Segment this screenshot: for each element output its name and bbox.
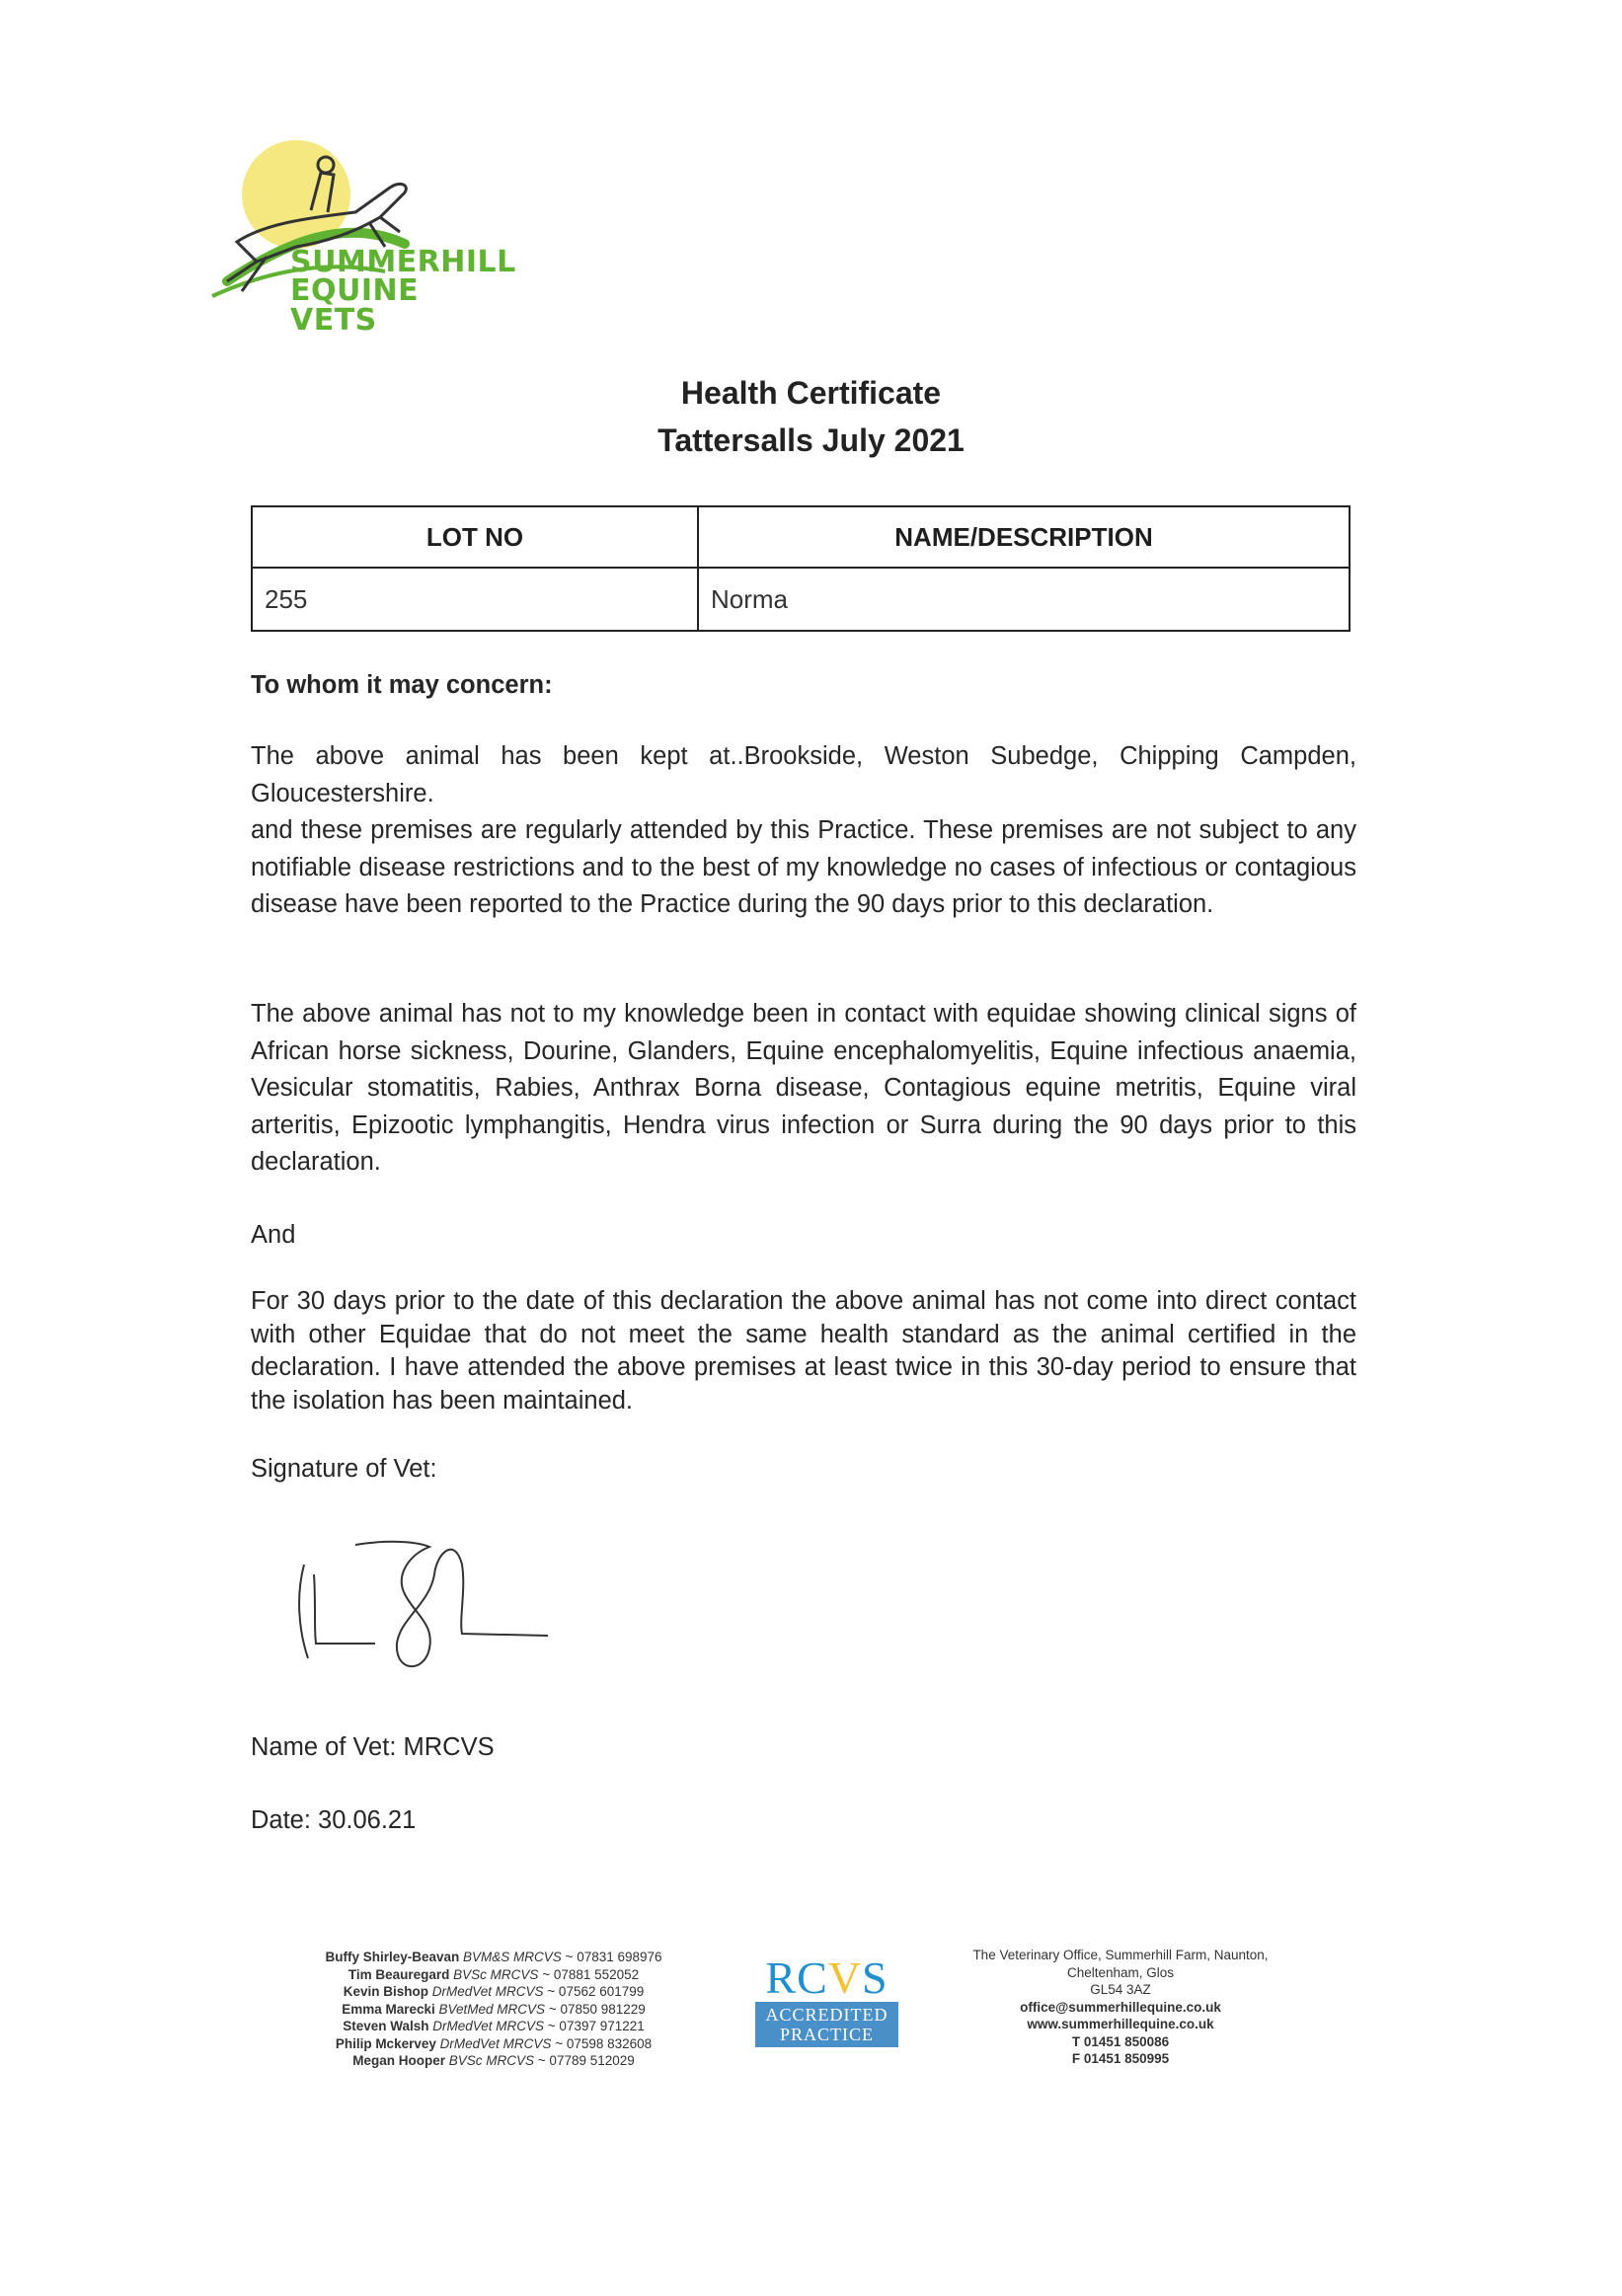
list-item: Philip Mckervey DrMedVet MRCVS ~ 07598 832608 <box>335 2035 653 2051</box>
lot-no-header: LOT NO <box>252 506 698 568</box>
isolation-paragraph: For 30 days prior to the date of this declaration the above animal has not come into direct contact with other Equidae that do not meet the same health standard as the animal certified in the declaration. I have attended the above premises at least twice in this 30-day period to ensure that the isolation has been maintained. <box>251 1287 1356 1415</box>
lot-table <box>251 505 1351 632</box>
summerhill-logo <box>207 133 516 338</box>
list-item: Emma Marecki BVetMed MRCVS ~ 07850 981229 <box>342 2001 646 2017</box>
table-row <box>252 568 1350 631</box>
document-title: Health Certificate <box>680 375 942 411</box>
logo-name-line1: SUMMERHILL <box>290 245 516 279</box>
rcvs-logo-text: RCVS <box>765 1952 888 2003</box>
certificate-date: Date: 30.06.21 <box>251 1806 417 1834</box>
lot-no-cell: 255 <box>252 568 698 631</box>
table-header-row <box>252 506 1350 568</box>
address-line2: Cheltenham, Glos <box>1066 1964 1175 1980</box>
rcvs-accredited-badge <box>755 1954 898 2047</box>
list-item: Tim Beauregard BVSc MRCVS ~ 07881 552052 <box>348 1966 640 1982</box>
list-item: Steven Walsh DrMedVet MRCVS ~ 07397 971221 <box>343 2019 645 2033</box>
and-text: And <box>251 1221 296 1249</box>
name-description-header: NAME/DESCRIPTION <box>698 506 1350 568</box>
document-subtitle: Tattersalls July 2021 <box>657 422 965 458</box>
address-line1: The Veterinary Office, Summerhill Farm, Naunton, <box>972 1948 1269 1962</box>
contact-fax: F 01451 850995 <box>1071 2051 1170 2066</box>
contact-website: www.summerhillequine.co.uk <box>1027 2017 1214 2031</box>
list-item: Kevin Bishop DrMedVet MRCVS ~ 07562 601799 <box>343 1984 645 1999</box>
vet-name: Name of Vet: MRCVS <box>251 1733 495 1761</box>
salutation: To whom it may concern: <box>251 671 553 699</box>
premises-paragraph-line1: The above animal has been kept at..Brookside, Weston Subedge, Chipping Campden, Gloucestershire. <box>251 742 1356 807</box>
address-postcode: GL54 3AZ <box>1090 1982 1151 1997</box>
contact-telephone: T 01451 850086 <box>1071 2033 1170 2049</box>
rcvs-accredited-label: ACCREDITED PRACTICE <box>755 2002 898 2047</box>
list-item: Megan Hooper BVSc MRCVS ~ 07789 512029 <box>352 2053 635 2068</box>
signature-label: Signature of Vet: <box>251 1455 437 1483</box>
staff-list <box>276 1949 711 2070</box>
name-description-cell: Norma <box>698 568 1350 631</box>
vet-signature-icon <box>286 1535 563 1683</box>
premises-paragraph: and these premises are regularly attended by this Practice. These premises are not subject to any notifiable disease restrictions and to the best of my knowledge no cases of infectious or contagious disease have been reported to the Practice during the 90 days prior to this declaration. <box>251 816 1356 918</box>
list-item: Buffy Shirley-Beavan BVM&S MRCVS ~ 07831 698976 <box>325 1950 662 1964</box>
disease-contact-paragraph: The above animal has not to my knowledge been in contact with equidae showing clinical signs of African horse sickness, Dourine, Glanders, Equine encephalomyelitis, Equine infectious anaemia, Vesicular stomatitis, Rabies, Anthrax Borna disease, Contagious equine metritis, Equine viral arteritis, Epizootic lymphangitis, Hendra virus infection or Surra during the 90 days prior to this declaration. <box>251 1000 1356 1176</box>
practice-address <box>923 1947 1318 2068</box>
contact-email: office@summerhillequine.co.uk <box>1020 1999 1221 2015</box>
logo-name-line2: EQUINE VETS <box>290 273 420 338</box>
